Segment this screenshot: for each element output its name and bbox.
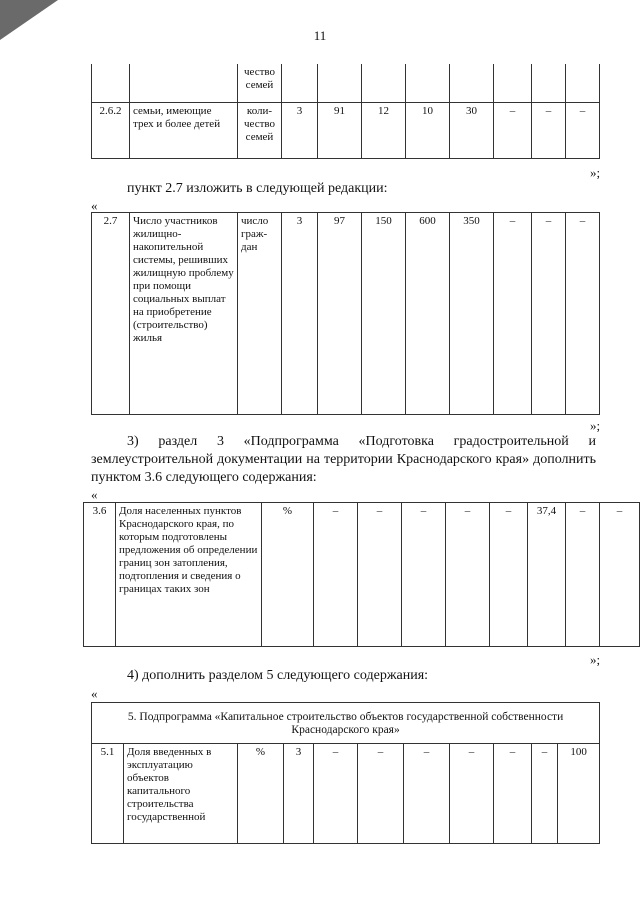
closing-quote: »; (590, 165, 601, 180)
value-cell: 3 (284, 744, 314, 844)
unit-cell: % (238, 744, 284, 844)
paragraph: 4) дополнить разделом 5 следующего содержания: (127, 668, 429, 683)
closing-quote: »; (590, 652, 601, 667)
unit-cell: чество семей (238, 64, 282, 102)
value-cell: – (532, 102, 566, 158)
table-continuation (91, 64, 600, 159)
section-header-row (92, 703, 600, 744)
value-cell: – (358, 744, 404, 844)
paragraph: 3) раздел 3 «Подпрограмма «Подготовка градостроительной и землеустроительной документации на территории Краснодарского края» дополнить пунктом 3.6 следующего содержания: (91, 434, 596, 485)
table-row (92, 64, 600, 102)
value-cell: 600 (406, 213, 450, 415)
indicator-name: семьи, имеющие трех и более детей (130, 102, 238, 158)
value-cell: 30 (450, 102, 494, 158)
value-cell: 10 (406, 102, 450, 158)
unit-cell: % (262, 503, 314, 647)
page-number: 11 (313, 28, 327, 43)
row-number: 2.7 (92, 213, 130, 415)
value-cell: – (494, 744, 532, 844)
table-row (92, 213, 600, 415)
value-cell: – (446, 503, 490, 647)
row-number: 3.6 (84, 503, 116, 647)
paragraph: пункт 2.7 изложить в следующей редакции: (127, 181, 388, 196)
row-number: 5.1 (92, 744, 124, 844)
value-cell: – (566, 213, 600, 415)
value-cell: 97 (318, 213, 362, 415)
table-row (84, 503, 640, 647)
value-cell: 91 (318, 102, 362, 158)
value-cell: 150 (362, 213, 406, 415)
value-cell: – (566, 102, 600, 158)
value-cell: – (532, 744, 558, 844)
value-cell: – (494, 213, 532, 415)
value-cell: – (314, 503, 358, 647)
opening-quote: « (91, 686, 98, 701)
table-item-2-7 (91, 212, 600, 415)
row-number: 2.6.2 (92, 102, 130, 158)
value-cell: – (358, 503, 402, 647)
value-cell: 100 (558, 744, 600, 844)
unit-cell: коли- чество семей (238, 102, 282, 158)
indicator-name: Доля населенных пунктов Краснодарского края, по которым подготовлены предложения об определении границ зон затопления, подтопления и сведения о границах таких зон (116, 503, 262, 647)
table-item-3-6 (83, 502, 640, 647)
value-cell: – (404, 744, 450, 844)
value-cell: – (600, 503, 640, 647)
table-section-5 (91, 702, 600, 844)
table-row (92, 102, 600, 158)
value-cell: – (314, 744, 358, 844)
value-cell: 37,4 (528, 503, 566, 647)
section-title: 5. Подпрограмма «Капитальное строительство объектов государственной собственности Краснодарского края» (92, 703, 600, 744)
value-cell: – (532, 213, 566, 415)
value-cell: 3 (282, 102, 318, 158)
value-cell: – (402, 503, 446, 647)
value-cell: – (566, 503, 600, 647)
table-row (92, 744, 600, 844)
opening-quote: « (91, 487, 98, 502)
value-cell: – (494, 102, 532, 158)
indicator-name: Число участников жилищно-накопительной системы, решивших жилищную проблему при помощи социальных выплат на приобретение (строительство) жилья (130, 213, 238, 415)
opening-quote: « (91, 198, 98, 213)
value-cell: 12 (362, 102, 406, 158)
value-cell: 350 (450, 213, 494, 415)
value-cell: 3 (282, 213, 318, 415)
unit-cell: число граж-дан (238, 213, 282, 415)
indicator-name: Доля введенных в эксплуатацию объектов капитального строительства государственной (124, 744, 238, 844)
value-cell: – (490, 503, 528, 647)
value-cell: – (450, 744, 494, 844)
closing-quote: »; (590, 418, 601, 433)
